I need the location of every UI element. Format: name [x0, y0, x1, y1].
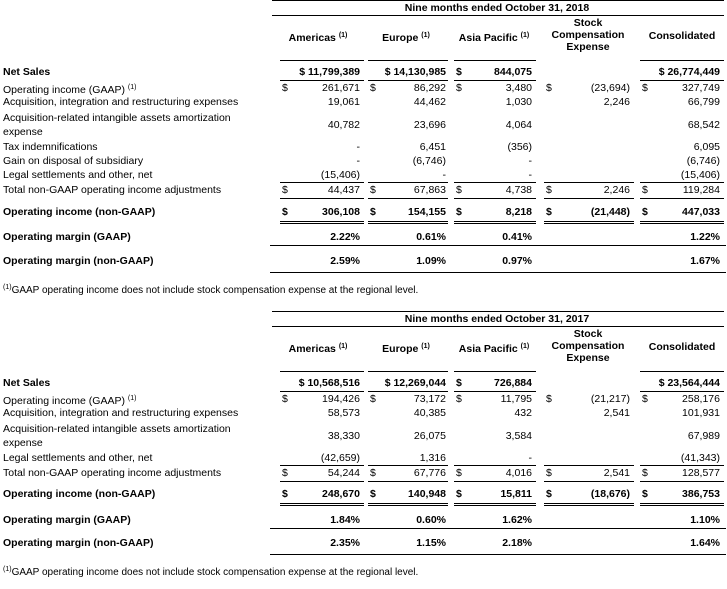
col-asia-pacific: Asia Pacific $^{(1)}$	[458, 32, 530, 44]
table-row: Total non-GAAP operating income adjustments $ 44,437 $ 67,863 $ 4,738 $ 2,246 $ 119,284	[3, 184, 720, 196]
col-europe: Europe $^{(1)}$	[382, 32, 430, 44]
table-row: Acquisition, integration and restructuring expenses 58,573 40,385 432 2,541 101,931	[3, 407, 720, 419]
table-title: Nine months ended October 31, 2017	[404, 313, 590, 325]
table-row: Tax indemnifications - 6,451 (356) 6,095	[3, 141, 720, 153]
table-row: Operating margin (non-GAAP) 2.59% 1.09% 0.97% 1.67%	[3, 255, 720, 267]
col-europe: Europe $^{(1)}$	[382, 343, 430, 355]
table-row: Gain on disposal of subsidiary - (6,746) - (6,746)	[3, 155, 720, 167]
col-americas: Americas $^{(1)}$	[288, 343, 348, 355]
table-row: Operating margin (GAAP) 1.84% 0.60% 1.62% 1.10%	[3, 514, 720, 526]
table-row: Acquisition-related intangible assets amortization	[3, 112, 231, 124]
table-row: Legal settlements and other, net (42,659) 1,316 - (41,343)	[3, 452, 720, 464]
table-title: Nine months ended October 31, 2018	[404, 2, 590, 14]
col-consolidated: Consolidated	[648, 30, 716, 42]
col-stock-compensation: Stock Compensation Expense	[551, 17, 625, 53]
table-2017	[0, 311, 727, 589]
table-row: Acquisition, integration and restructuring expenses 19,061 44,462 1,030 2,246 66,799	[3, 96, 720, 108]
table-row: Legal settlements and other, net (15,406) - - (15,406)	[3, 169, 720, 181]
table-row: Operating income (non-GAAP) $ 248,670 $ 140,948 $ 15,811 $ (18,676) $ 386,753	[3, 488, 720, 500]
footnote: $^{(1)}$GAAP operating income does not include stock compensation expense at the regional level.	[3, 284, 419, 296]
col-stock-compensation: Stock Compensation Expense	[551, 328, 625, 364]
col-asia-pacific: Asia Pacific $^{(1)}$	[458, 343, 530, 355]
table-row-values: 38,330 26,075 3,584 67,989	[327, 430, 720, 442]
table-row: Operating margin (GAAP) 2.22% 0.61% 0.41% 1.22%	[3, 231, 720, 243]
table-row: expense	[3, 126, 43, 138]
table-row: Total non-GAAP operating income adjustments $ 54,244 $ 67,776 $ 4,016 $ 2,541 $ 128,577	[3, 467, 720, 479]
table-row: Net Sales $ 11,799,389 $ 14,130,985 $ 844,075 $ 26,774,449	[3, 66, 720, 78]
table-row: Operating margin (non-GAAP) 2.35% 1.15% 2.18% 1.64%	[3, 537, 720, 549]
table-row: Acquisition-related intangible assets amortization	[3, 423, 231, 435]
col-consolidated: Consolidated	[648, 341, 716, 353]
table-row: expense	[3, 437, 43, 449]
col-americas: Americas $^{(1)}$	[288, 32, 348, 44]
footnote: $^{(1)}$GAAP operating income does not include stock compensation expense at the regional level.	[3, 566, 419, 578]
table-row: Net Sales $ 10,568,516 $ 12,269,044 $ 726,884 $ 23,564,444	[3, 377, 720, 389]
table-row: Operating income (GAAP) $^{(1)}$ $ 261,671 $ 86,292 $ 3,480 $ (23,694) $ 327,749	[3, 82, 720, 96]
table-row: Operating income (non-GAAP) $ 306,108 $ 154,155 $ 8,218 $ (21,448) $ 447,033	[3, 206, 720, 218]
table-row: Operating income (GAAP) $^{(1)}$ $ 194,426 $ 73,172 $ 11,795 $ (21,217) $ 258,176	[3, 393, 720, 407]
table-row-values: 40,782 23,696 4,064 68,542	[327, 119, 720, 131]
